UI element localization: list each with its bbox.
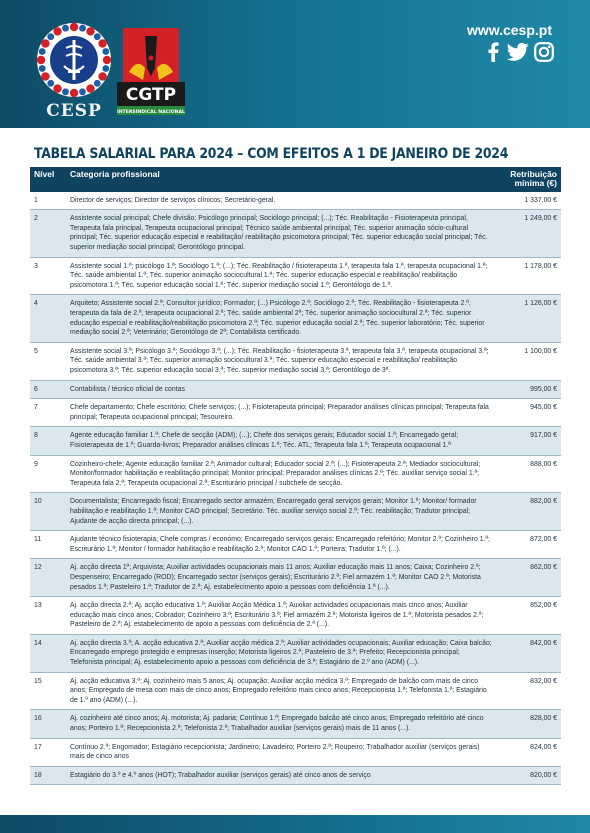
header-banner <box>0 0 590 128</box>
cgtp-wordmark: CGTP <box>125 85 177 105</box>
cell-level: 7 <box>30 399 66 427</box>
page-title: TABELA SALARIAL PARA 2024 – COM EFEITOS A 1 DE JANEIRO DE 2024 <box>34 146 509 162</box>
cell-category: Assistente social 1.ª; psicólogo 1.ª; Sociólogo 1.ª; (...); Téc. Reabilitação / fisioterapeuta 1.ª, terapeuta fala 1.ª, terapeuta ocupacional 1.ª; Téc. saúde ambiental 1.ª; Téc. superior animação sociocultural 1.ª; Téc. superior educação especial e reabilitação/ reabilitação psicomotora 1.ª; Téc. superior educação social 1.ª; Téc. superior mediação social 1.ª; Gerontólogo de 1.ª. <box>66 257 496 295</box>
cell-level: 9 <box>30 455 66 493</box>
facebook-icon[interactable] <box>485 42 502 62</box>
cell-pay: 1 337,00 € <box>496 192 561 210</box>
cell-category: Documentalista; Encarregado fiscal; Encarregado sector armazém; Encarregado geral serviços gerais; Monitor 1.ª; Monitor/ formador habilitação e reabilitação 1.ª; Monitor CAO principal; Secretário. Téc. auxiliar serviço social 2.ª; Téc. reabilitação; Tradutor principal; Ajudante de acção directa principal; (...). <box>66 493 496 531</box>
header-pay-line1: Retribuição <box>510 169 557 179</box>
cell-level: 8 <box>30 427 66 455</box>
cell-category: Assistente social principal; Chefe divisão; Psicólogo principal; Sociólogo principal; (...); Téc. Reabilitação - Fisioterapeuta principal, Terapeuta fala principal, Terapeuta ocupacional principal; Técnico saúde ambiental principal; Téc. superior animação sócio-cultural principal; Téc. superior educação especial e reabilitação/ reabilitação psicomotora principal; Téc. superior educação social principal; Téc. superior mediação social principal; Gerontólogo principal. <box>66 210 496 257</box>
cgtp-logo <box>115 28 187 116</box>
cell-category: Cozinheiro-chefe; Agente educação familiar 2.ª; Animador cultural; Educador social 2.ª; (...); Fisioterapeuta 2.ª; Mediador sociocultural; Monitor/formador habilitação e reabilitação principal; Monitor principal; Preparador análises clínicas 2.ª; Téc. auxiliar serviço social 1.ª; Terapeuta fala 2.ª; Terapeuta ocupacional 2.ª; Escriturário principal / subchefe de secção. <box>66 455 496 493</box>
cell-level: 3 <box>30 257 66 295</box>
cell-pay: 820,00 € <box>496 766 561 785</box>
header-level: Nível <box>30 167 66 192</box>
table-row <box>30 710 561 738</box>
cell-pay: 842,00 € <box>496 634 561 672</box>
cell-level: 17 <box>30 738 66 766</box>
table-row <box>30 634 561 672</box>
cell-category: Arquiteto; Assistente social 2.ª; Consultor jurídico; Formador; (...) Psicólogo 2.ª; Sociólogo 2.ª; Téc. Reabilitação - fisioterapeuta 2.ª, terapeuta da fala de 2.ª, terapeuta ocupacional 2.ª; Téc. saúde ambiental 2ª; Téc. superior animação sociocultural 2.ª; Téc. superior educação especial e reabilitação/reabilitação psicomotora 2.ª; Téc. superior educação social 2.ª; Téc. superior laboratório; Téc. superior mediação social 2.ª; Veterinário; Gerontólogo de 2ª; Contabilista certificado. <box>66 295 496 342</box>
table-row <box>30 493 561 531</box>
header-pay <box>496 167 561 192</box>
cell-category: Aj. acção directa 3.ª; A. acção educativa 2.ª; Auxiliar acção médica 2.ª; Auxiliar actividades ocupacionais; Auxiliar educação; Caixa balcão; Encarregado emprego protegido e empresas inserção; Motorista ligeiros 2.ª; Pasteleiro de 3.ª; Prefeito; Recepcionista principal; Telefonista principal; Aj. estabelecimento apoio a pessoas com deficiência de 3.ª; Estagiário de 2.º ano (ADM) (...). <box>66 634 496 672</box>
cell-level: 12 <box>30 559 66 597</box>
salary-table <box>30 167 561 785</box>
cell-category: Aj. acção directa 2.ª; Aj. acção educativa 1.ª; Auxiliar Acção Médica 1.ª; Auxiliar actividades ocupacionais mais cinco anos; Auxiliar educação mais cinco anos; Cobrador; Cozinheiro 3.ª; Escriturário 3.ª; Fiel armazém 2.ª; Motorista ligeiros de 1.ª; Motorista pesados 2.ª; Pasteleiro de 2.ª; Aj. estabelecimento de apoio a pessoas com deficiência de 2.ª (...). <box>66 597 496 635</box>
table-row <box>30 380 561 399</box>
table-row <box>30 399 561 427</box>
cell-level: 4 <box>30 295 66 342</box>
footer-band <box>0 815 590 833</box>
cell-pay: 828,00 € <box>496 710 561 738</box>
header-category: Categoria profissional <box>66 167 496 192</box>
cgtp-subtitle: INTERSINDICAL NACIONAL <box>117 110 185 115</box>
cell-level: 10 <box>30 493 66 531</box>
cell-pay: 882,00 € <box>496 493 561 531</box>
cell-level: 15 <box>30 672 66 710</box>
cell-category: Contabilista / técnico oficial de contas <box>66 380 496 399</box>
cell-category: Ajudante técnico fisioterapia; Chefe compras / económo; Encarregado serviços gerais; Encarregado refeitório; Monitor 2.ª; Cozinheiro 1.ª; Escriturário 1.ª; Monitor / formador habilitação e reabilitação 2.ª; Monitor CAO 1.ª; Porteira; Tradutor 1.ª; (...). <box>66 531 496 559</box>
instagram-icon[interactable] <box>534 42 554 62</box>
table-body <box>30 192 561 785</box>
cell-category: Chefe departamento; Chefe escritório; Chefe serviços; (...); Fisioterapeuta principal; Preparador análises clínicas principal; Terapeuta fala principal; Terapeuta ocupacional principal; Tesoureiro. <box>66 399 496 427</box>
cell-level: 14 <box>30 634 66 672</box>
cell-level: 2 <box>30 210 66 257</box>
cell-pay: 824,00 € <box>496 738 561 766</box>
website-link[interactable]: www.cesp.pt <box>466 22 552 38</box>
cell-category: Assistente social 3.ª; Psicólogo 3.ª; Sociólogo 3.ª; (...); Téc. Reabilitação - fisioterapeuta 3.ª, terapeuta fala 3.ª, terapeuta ocupacional 3.ª; Téc. saúde ambiental 3.ª; Téc. superior animação sociocultural 3.ª; Téc. superior educação especial e reabilitação/ reabilitação psicomotora 3.ª; Téc. superior educação social 3.ª; Téc. superior mediação social 3.ª; Gerontólogo de 3ª. <box>66 342 496 380</box>
table-row <box>30 455 561 493</box>
cell-level: 5 <box>30 342 66 380</box>
cell-pay: 832,00 € <box>496 672 561 710</box>
social-links <box>485 42 554 62</box>
cell-pay: 1 178,00 € <box>496 257 561 295</box>
table-row <box>30 531 561 559</box>
table-row <box>30 210 561 257</box>
cell-pay: 1 100,00 € <box>496 342 561 380</box>
cell-level: 16 <box>30 710 66 738</box>
table-row <box>30 597 561 635</box>
cell-level: 18 <box>30 766 66 785</box>
cell-pay: 995,00 € <box>496 380 561 399</box>
cell-pay: 888,00 € <box>496 455 561 493</box>
cell-category: Aj. acção directa 1ª; Arquivista; Auxiliar actividades ocupacionais mais 11 anos; Auxiliar educação mais 11 anos; Caixa; Cozinheiro 2.ª; Despenseiro; Encarregado (ROD); Encarregado sector (serviços gerais); Escriturário 2.ª; Fiel armazém 1.ª; Monitor CAO 2.ª; Motorista pesados 1.ª; Pasteleiro 1.ª; Tradutor de 2.ª; Aj. estabelecimento apoio a pessoas com deficiência 1.ª (...). <box>66 559 496 597</box>
cell-pay: 945,00 € <box>496 399 561 427</box>
cell-category: Aj. cozinheiro até cinco anos; Aj. motorista; Aj. padaria; Contínuo 1.ª; Empregado balcão até cinco anos; Empregado refeitório até cinco anos; Porteiro 1.ª; Recepcionista 2.ª; Telefonista 2.ª; Trabalhador auxiliar (serviços gerais) mais de 11 anos (...). <box>66 710 496 738</box>
cell-pay: 872,00 € <box>496 531 561 559</box>
cell-category: Contínuo 2.ª; Engomador; Estagiário recepcionista; Jardineiro; Lavadeiro; Porteiro 2.ª; Roupeiro; Trabalhador auxiliar (serviços gerais) mais de cinco anos <box>66 738 496 766</box>
cell-category: Aj. acção educativa 3.ª; Aj. cozinheiro mais 5 anos; Aj. ocupação; Auxiliar acção médica 3.ª; Empregado de balcão com mais de cinco anos; Empregado de mesa com mais de cinco anos; Empregado refeitório mais cinco anos; Recepcionista 1.ª; Telefonista 1.ª; Estagiário de 1.º ano (ADM) (...). <box>66 672 496 710</box>
cell-pay: 1 249,00 € <box>496 210 561 257</box>
table-row <box>30 342 561 380</box>
header-pay-line2: mínima (€) <box>514 178 557 189</box>
cell-level: 1 <box>30 192 66 210</box>
cell-category: Agente educação familiar 1.ª; Chefe de secção (ADM); (...); Chefe dos serviços gerais; Educador social 1.ª; Encarregado geral; Fisioterapeuta de 1.ª; Guarda-livros; Preparador análises clínicas 1.ª; Téc. ATL; Terapeuta fala 1.ª; Terapeuta ocupacional 1.ª <box>66 427 496 455</box>
cell-pay: 852,00 € <box>496 597 561 635</box>
table-row <box>30 559 561 597</box>
table-row <box>30 192 561 210</box>
twitter-icon[interactable] <box>507 42 529 62</box>
cell-level: 11 <box>30 531 66 559</box>
cell-pay: 1 126,00 € <box>496 295 561 342</box>
table-row <box>30 257 561 295</box>
table-row <box>30 672 561 710</box>
cell-pay: 917,00 € <box>496 427 561 455</box>
table-row <box>30 766 561 785</box>
table-row <box>30 427 561 455</box>
cell-category: Director de serviços; Director de serviços clínicos; Secretário-geral. <box>66 192 496 210</box>
table-header-row <box>30 167 561 192</box>
cell-pay: 862,00 € <box>496 559 561 597</box>
table-row <box>30 295 561 342</box>
cell-level: 13 <box>30 597 66 635</box>
table-row <box>30 738 561 766</box>
cell-category: Estagiário do 3.º e 4.º anos (HOT); Trabalhador auxiliar (serviços gerais) até cinco anos de serviço <box>66 766 496 785</box>
cell-level: 6 <box>30 380 66 399</box>
cesp-wordmark: CESP <box>46 101 102 121</box>
